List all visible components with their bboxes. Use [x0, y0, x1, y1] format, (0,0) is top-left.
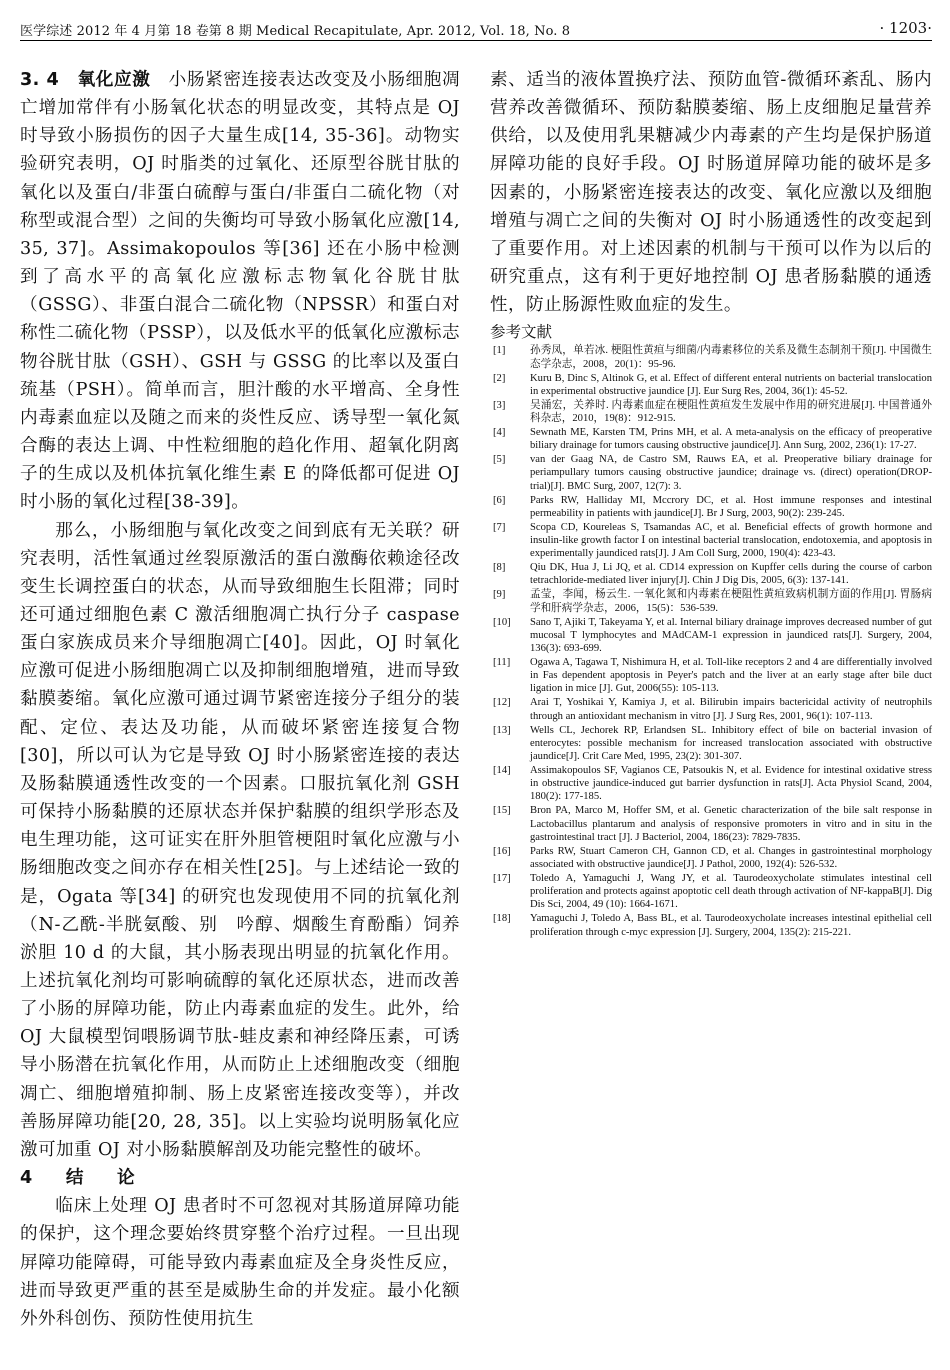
reference-text: 吴涌宏，关养时. 内毒素血症在梗阻性黄疸发生发展中作用的研究进展[J]. 中国普通外科杂志，2010，19(8)：912-915. — [530, 399, 932, 425]
reference-number: [5] — [493, 454, 506, 466]
reference-item — [490, 616, 932, 656]
reference-text: Arai T, Yoshikai Y, Kamiya J, et al. Bilirubin impairs bactericidal activity of neutrophils through an antioxidant mechanism in vitro [J]. J Surg Res, 2001, 96(1): 107-113. — [530, 697, 932, 722]
reference-text: 孟莹，李闻，杨云生. 一氧化氮和内毒素在梗阻性黄疸致病机制方面的作用[J]. 胃肠病学和肝病学杂志，2006，15(5)：536-539. — [530, 589, 932, 614]
section-3-4-heading: 3. 4 氧化应激 — [20, 70, 151, 90]
reference-list — [490, 344, 932, 938]
section-3-4-paragraph — [20, 66, 460, 517]
reference-number: [14] — [493, 765, 511, 777]
reference-number: [18] — [493, 913, 511, 925]
page-number: · 1203· — [879, 19, 932, 37]
reference-number: [7] — [493, 521, 506, 533]
reference-text: 孙秀凤，单若冰. 梗阻性黄疸与细菌/内毒素移位的关系及微生态制剂干预[J]. 中国微生态学杂志，2008，20(1)：95-96. — [530, 345, 932, 370]
reference-item — [490, 804, 932, 844]
reference-number: [11] — [493, 657, 511, 669]
reference-text: Parks RW, Stuart Cameron CH, Gannon CD, et al. Changes in gastrointestinal morphology associated with obstructive jaundice[J]. J Pathol, 2000, 192(4): 526-532. — [530, 845, 932, 871]
reference-item — [490, 696, 932, 722]
reference-text: Scopa CD, Koureleas S, Tsamandas AC, et al. Beneficial effects of growth hormone and insulin-like growth factor Ⅰ on intestinal bacterial translocation, endotoxemia, and apoptosis in experimentally jaundiced rats[J]. J Am Coll Surg, 2000, 190(4): 423-43. — [530, 521, 932, 560]
reference-text: Wells CL, Jechorek RP, Erlandsen SL. Inhibitory effect of bile on bacterial invasion of enterocytes: possible mechanism for increased translocation associated with obstructive jaundice[J]. Crit Care Med, 1995, 23(2): 301-307. — [530, 724, 932, 763]
reference-number: [2] — [493, 372, 506, 384]
reference-item — [490, 399, 932, 425]
reference-item — [490, 912, 932, 938]
reference-number: [8] — [493, 562, 506, 574]
body-paragraph-2: 那么，小肠细胞与氧化改变之间到底有无关联？研究表明，活性氧通过丝裂原激活的蛋白激酶依赖途径改变生长调控蛋白的状态，从而导致细胞生长阻滞；同时还可通过细胞色素 C 激活细胞凋亡执行分子 caspase 蛋白家族成员来介导细胞凋亡[40]。因此，OJ 时氧化应激可促进小肠细胞凋亡以及抑制细胞增殖，进而导致黏膜萎缩。氧化应激可通过调节紧密连接分子组分的装配、定位、表达及功能，从而破坏紧密连接复合物[30]，所以可认为它是导致 OJ 时小肠紧密连接的表达及肠黏膜通透性改变的一个因素。口服抗氧化剂 GSH 可保持小肠黏膜的还原状态并保护黏膜的组织学形态及电生理功能，这可证实在肝外胆管梗阻时氧化应激与小肠细胞改变之间亦存在相关性[25]。与上述结论一致的是，Ogata 等[34] 的研究也发现使用不同的抗氧化剂（N-乙酰-半胱氨酸、别 吟醇、烟酸生育酚酯）饲养淤胆 10 d 的大鼠，其小肠表现出明显的抗氧化作用。上述抗氧化剂均可影响硫醇的氧化还原状态，进而改善了小肠的屏障功能，防止内毒素血症的发生。此外，给 OJ 大鼠模型饲喂肠调节肽-蛙皮素和神经降压素，可诱导小肠潜在抗氧化作用，从而防止上述细胞改变（细胞凋亡、细胞增殖抑制、肠上皮紧密连接改变等），并改善肠屏障功能[20, 28, 35]。以上实验均说明肠氧化应激可加重 OJ 对小肠黏膜解剖及功能完整性的破坏。 — [20, 520, 460, 1160]
reference-text: Bron PA, Marco M, Hoffer SM, et al. Genetic characterization of the bile salt response in Lactobacillus plantarum and analysis of responsive promoters in vitro and in situ in the gastrointestinal tract [J]. J Bacteriol, 2004, 186(23): 7829-7835. — [530, 805, 932, 843]
reference-text: Toledo A, Yamaguchi J, Wang JY, et al. Taurodeoxycholate stimulates intestinal cell proliferation and protects against apoptotic cell death through activation of NF-kappaB[J]. Dig Dis Sci, 2004, 49 (10): 1664-1671. — [530, 873, 932, 911]
reference-number: [9] — [493, 589, 506, 601]
reference-number: [17] — [493, 873, 511, 885]
reference-item — [490, 521, 932, 561]
reference-text: Kuru B, Dinc S, Altinok G, et al. Effect of different enteral nutrients on bacterial translocation in experimental obstructive jaundice [J]. Eur Surg Res, 2004, 36(1): 45-52. — [530, 372, 932, 397]
section-3-4-text: 小肠紧密连接表达改变及小肠细胞凋亡增加常伴有小肠氧化状态的明显改变，其特点是 OJ 时导致小肠损伤的因子大量生成[14, 35-36]。动物实验研究表明，OJ 时脂类的过氧化、还原型谷胱甘肽的氧化以及蛋白/非蛋白硫醇与蛋白/非蛋白二硫化物（对称型或混合型）之间的失衡均可导致小肠氧化应激[14, 35, 37]。Assimakopoulos 等[36] 还在小肠中检测到了高水平的高氧化应激标志物氧化谷胱甘肽（GSSG）、非蛋白混合二硫化物（NPSSR）和蛋白对称性二硫化物（PSSP），以及低水平的低氧化应激标志物谷胱甘肽（GSH）、GSH 与 GSSG 的比率以及蛋白巯基（PSH）。简单而言，胆汁酸的水平增高、全身性内毒素血症以及随之而来的炎性反应、诱导型一氧化氮合酶的表达上调、中性粒细胞的趋化作用、超氧化阴离子的生成以及机体抗氧化维生素 E 的降低都可促进 OJ 时小肠的氧化过程[38-39]。 — [20, 70, 460, 513]
reference-item — [490, 426, 932, 452]
left-column — [20, 66, 460, 1333]
reference-number: [6] — [493, 494, 506, 506]
reference-item — [490, 724, 932, 764]
reference-number: [10] — [493, 616, 511, 628]
reference-text: Qiu DK, Hua J, Li JQ, et al. CD14 expression on Kupffer cells during the course of carbon tetrachloride-mediated liver injury[J]. Chin J Dig Dis, 2005, 6(3): 137-141. — [530, 562, 932, 587]
reference-item — [490, 764, 932, 804]
reference-text: Sewnath ME, Karsten TM, Prins MH, et al. A meta-analysis on the efficacy of preoperative biliary drainage for tumors causing obstructive jaundice[J]. Ann Surg, 2002, 236(1): 17-27. — [530, 427, 932, 452]
reference-text: Ogawa A, Tagawa T, Nishimura H, et al. Toll-like receptors 2 and 4 are differentially involved in Fas dependent apoptosis in Peyer's patch and the liver at an early stage after bile duct ligation in mice [J]. Gut, 2006(55): 105-113. — [530, 657, 932, 695]
conclusion-continued: 素、适当的液体置换疗法、预防血管-微循环紊乱、肠内营养改善微循环、预防黏膜萎缩、肠上皮细胞足量营养供给，以及使用乳果糖减少内毒素的产生均是保护肠道屏障功能的良好手段。OJ 时肠道屏障功能的破坏是多因素的，小肠紧密连接表达的改变、氧化应激以及细胞增殖与凋亡之间的失衡对 OJ 时小肠通透性的改变起到了重要作用。对上述因素的机制与干预可以作为以后的研究重点，这有利于更好地控制 OJ 患者肠黏膜的通透性，防止肠源性败血症的发生。 — [490, 70, 932, 316]
reference-number: [3] — [493, 399, 506, 411]
reference-text: Yamaguchi J, Toledo A, Bass BL, et al. Taurodeoxycholate increases intestinal epithelial cell proliferation through c-myc expression [J]. Surgery, 2004, 135(2): 215-221. — [530, 913, 932, 938]
reference-item — [490, 494, 932, 520]
reference-number: [1] — [493, 345, 506, 357]
reference-text: Assimakopoulos SF, Vagianos CE, Patsoukis N, et al. Evidence for intestinal oxidative stress in obstructive jaundice-induced gut barrier dysfunction in rats[J]. Acta Physiol Scand, 2004, 180(2): 177-185. — [530, 765, 932, 803]
reference-item — [490, 453, 932, 493]
reference-number: [13] — [493, 724, 511, 736]
reference-number: [16] — [493, 845, 511, 857]
reference-text: Sano T, Ajiki T, Takeyama Y, et al. Internal biliary drainage improves decreased number of gut mucosal T lymphocytes and MAdCAM-1 expression in jaundiced rats[J]. Surgery, 2004, 136(3): 693-699. — [530, 616, 932, 655]
reference-item — [490, 845, 932, 871]
reference-number: [12] — [493, 697, 511, 709]
conclusion-paragraph: 临床上处理 OJ 患者时不可忽视对其肠道屏障功能的保护，这个理念要始终贯穿整个治疗过程。一旦出现屏障功能障碍，可能导致内毒素血症及全身炎性反应，进而导致更严重的甚至是威胁生命的并发症。最小化额外外科创伤、预防性使用抗生 — [20, 1196, 460, 1329]
reference-text: van der Gaag NA, de Castro SM, Rauws EA, et al. Preoperative biliary drainage for periampullary tumors causing obstructive jaundice; drainage vs. (direct) operation(DROP-trial)[J]. BMC Surg, 2007, 12(7): 3. — [530, 454, 932, 492]
journal-info: 医学综述 2012 年 4 月第 18 卷第 8 期 Medical Recapitulate, Apr. 2012, Vol. 18, No. 8 — [20, 24, 571, 39]
reference-item — [490, 344, 932, 370]
reference-item — [490, 372, 932, 398]
reference-item — [490, 872, 932, 912]
reference-text: Parks RW, Halliday MI, Mccrory DC, et al. Host immune responses and intestinal permeability in patients with jaundice[J]. Br J Surg, 2003, 90(2): 239-245. — [530, 494, 932, 519]
running-header — [20, 18, 932, 41]
references-title: 参考文献 — [490, 323, 553, 342]
right-column — [490, 66, 932, 940]
reference-item — [490, 561, 932, 587]
section-4-title: 4 结 论 — [20, 1168, 143, 1189]
reference-number: [15] — [493, 805, 511, 817]
reference-item — [490, 656, 932, 696]
reference-item — [490, 588, 932, 614]
reference-number: [4] — [493, 427, 506, 439]
